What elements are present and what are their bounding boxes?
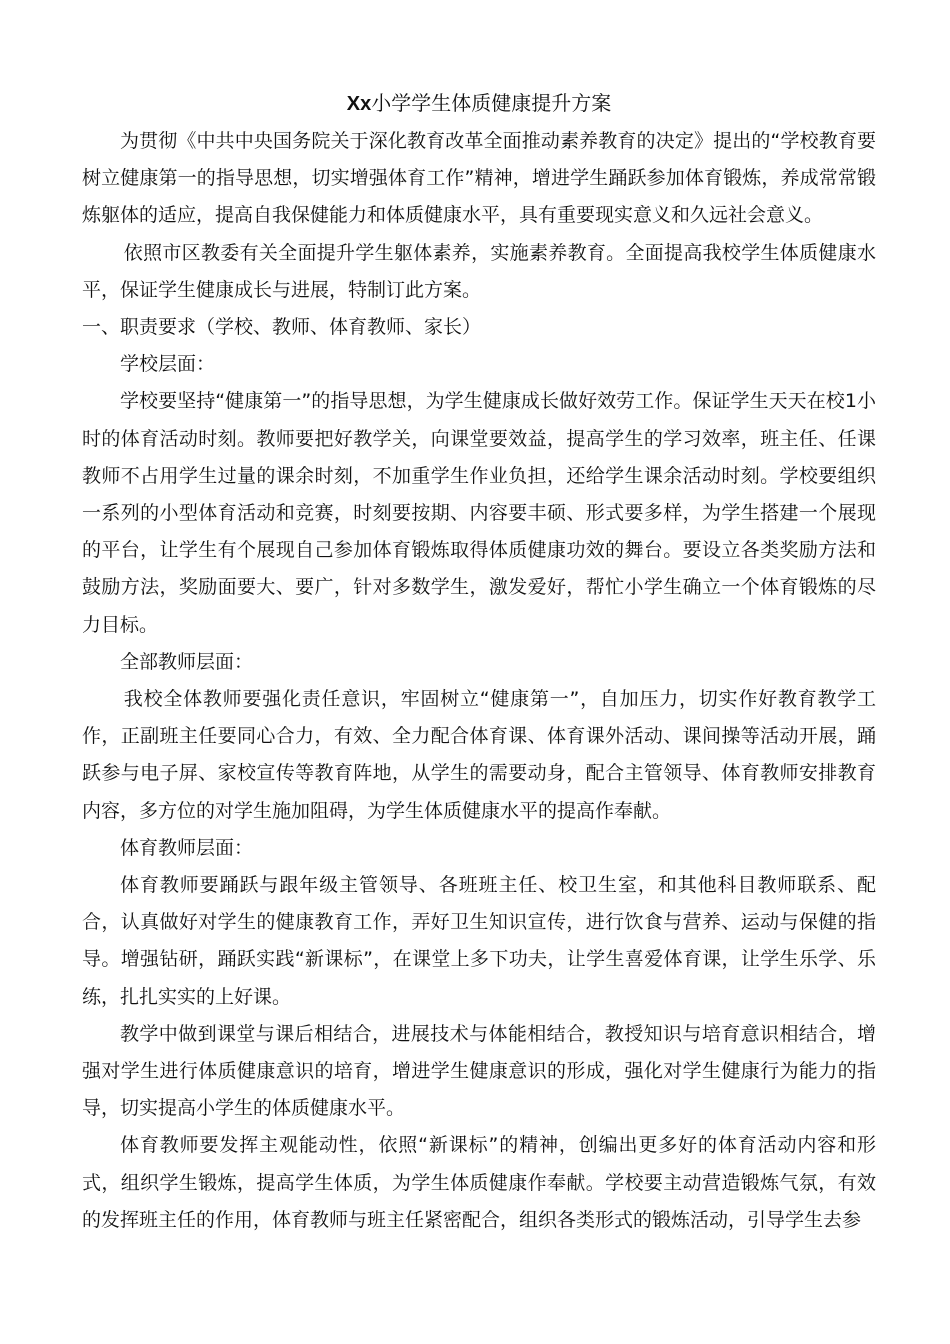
intro-paragraph: 为贯彻《中共中央国务院关于深化教育改革全面推动素养教育的决定》提出的“学校教育要树立健康第一的指导思想，切实增强体育工作”精神，增进学生踊跃参加体育锻炼，养成常常锻炼躯体的适应，提高自我保健能力和体质健康水平，具有重要现实意义和久远社会意义。	[82, 130, 876, 227]
title-prefix: Xx	[346, 93, 372, 115]
document-title	[82, 84, 876, 123]
basis-paragraph: 依照市区教委有关全面提升学生躯体素养，实施素养教育。全面提高我校学生体质健康水平，保证学生健康成长与进展，特制订此方案。	[82, 241, 876, 301]
all-teachers-paragraph: 我校全体教师要强化责任意识，牢固树立“健康第一”，自加压力，切实作好教育教学工作，正副班主任要同心合力，有效、全力配合体育课、体育课外活动、课间操等活动开展，踊跃参与电子屏、家校宣传等教育阵地，从学生的需要动身，配合主管领导、体育教师安排教育内容，多方位的对学生施加阻碍，为学生体质健康水平的提高作奉献。	[82, 688, 876, 822]
pe-teachers-paragraph-1: 体育教师要踊跃与跟年级主管领导、各班班主任、校卫生室，和其他科目教师联系、配合，认真做好对学生的健康教育工作，弄好卫生知识宣传，进行饮食与营养、运动与保健的指导。增强钻研，踊跃实践“新课标”，在课堂上多下功夫，让学生喜爱体育课，让学生乐学、乐练，扎扎实实的上好课。	[82, 874, 876, 1008]
subheading-school-level: 学校层面：	[120, 353, 216, 376]
pe-teachers-paragraph-3: 体育教师要发挥主观能动性，依照“新课标”的精神，创编出更多好的体育活动内容和形式，组织学生锻炼，提高学生体质，为学生体质健康作奉献。学校要主动营造锻炼气氛，有效的发挥班主任的作用，体育教师与班主任紧密配合，组织各类形式的锻炼活动，引导学生去参	[82, 1134, 876, 1231]
pe-teachers-paragraph-2: 教学中做到课堂与课后相结合，进展技术与体能相结合，教授知识与培育意识相结合，增强对学生进行体质健康意识的培育，增进学生健康意识的形成，强化对学生健康行为能力的指导，切实提高小学生的体质健康水平。	[82, 1022, 876, 1120]
school-level-paragraph: 学校要坚持“健康第一”的指导思想，为学生健康成长做好效劳工作。保证学生天天在校1小时的体育活动时刻。教师要把好教学关，向课堂要效益，提高学生的学习效率，班主任、任课教师不占用学生过量的课余时刻，不加重学生作业负担，还给学生课余活动时刻。学校要组织一系列的小型体育活动和竞赛，时刻要按期、内容要丰硕、形式要多样，为学生搭建一个展现的平台，让学生有个展现自己参加体育锻炼取得体质健康功效的舞台。要设立各类奖励方法和鼓励方法，奖励面要大、要广，针对多数学生，激发爱好，帮忙小学生确立一个体育锻炼的尽力目标。	[82, 390, 876, 636]
document-page	[82, 84, 876, 1239]
title-text: 小学学生体质健康提升方案	[371, 91, 612, 115]
subheading-all-teachers-level: 全部教师层面：	[120, 650, 254, 673]
subheading-pe-teachers-level: 体育教师层面：	[120, 836, 254, 859]
section-heading-responsibilities: 一、职责要求（学校、教师、体育教师、家长）	[82, 316, 482, 339]
